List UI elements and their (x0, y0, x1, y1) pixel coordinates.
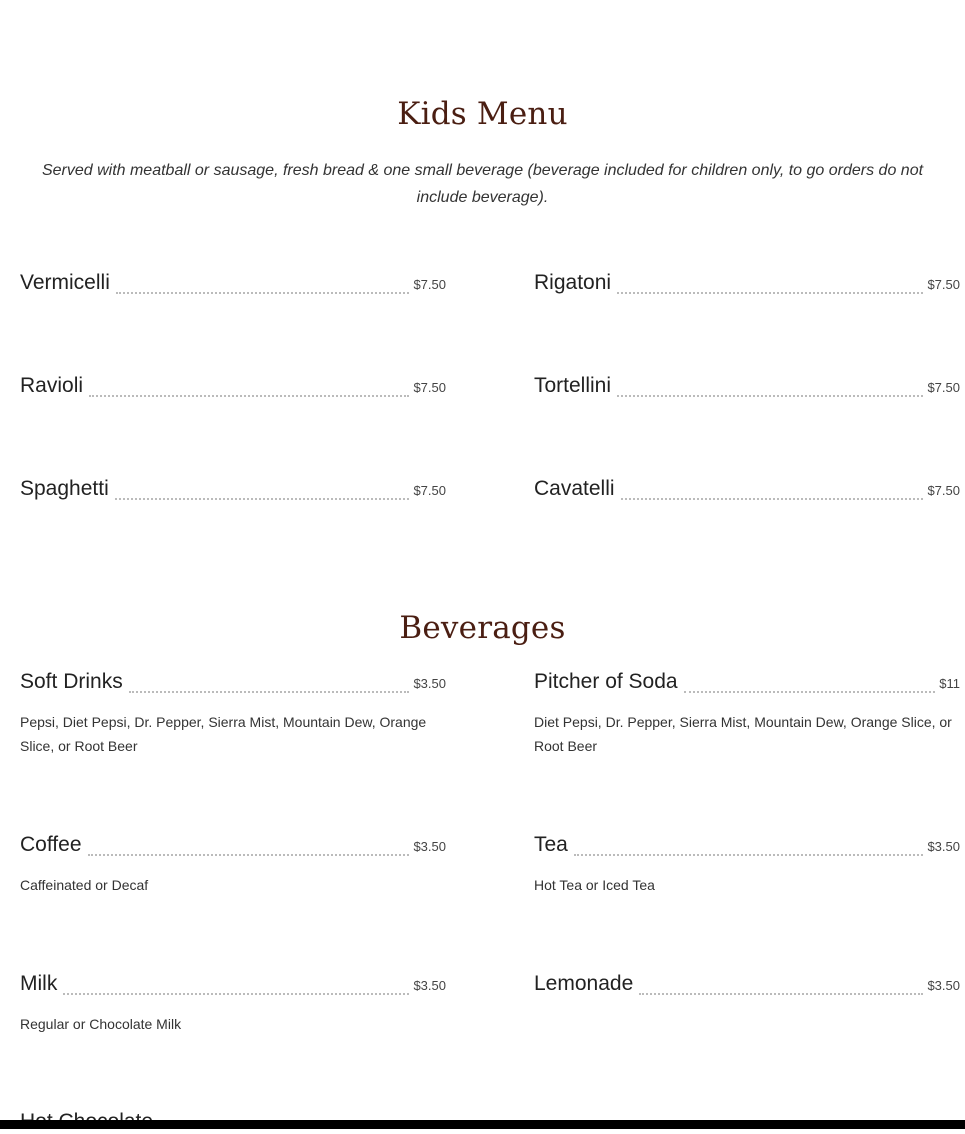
item-description: Pepsi, Diet Pepsi, Dr. Pepper, Sierra Mist, Mountain Dew, Orange Slice, or Root Beer (20, 714, 427, 754)
item-name: Spaghetti (20, 477, 109, 500)
menu-item-milk (20, 972, 446, 1036)
beverages-title: Beverages (399, 610, 566, 646)
item-name: Lemonade (534, 972, 634, 995)
menu-item-vermicelli (20, 271, 446, 301)
dot-leader (574, 854, 924, 856)
menu-item-lemonade (534, 972, 960, 1002)
item-name: Milk (20, 972, 58, 995)
kids-menu-title: Kids Menu (397, 96, 568, 132)
item-price: $3.50 (927, 839, 960, 854)
dot-leader (88, 854, 410, 856)
menu-item-rigatoni (534, 271, 960, 301)
item-price: $7.50 (927, 277, 960, 292)
menu-item-pitcher-of-soda (534, 670, 960, 758)
kids-menu-description: Served with meatball or sausage, fresh bread & one small beverage (beverage included for children only, to go orders do not include beverage). (41, 162, 924, 206)
item-price: $7.50 (927, 380, 960, 395)
item-price: $7.50 (413, 483, 446, 498)
dot-leader (63, 993, 409, 995)
menu-item-ravioli (20, 374, 446, 404)
bottom-bar (0, 1120, 965, 1129)
item-price: $3.50 (927, 978, 960, 993)
item-name: Ravioli (20, 374, 84, 397)
item-price: $11 (939, 676, 960, 691)
item-description: Hot Tea or Iced Tea (534, 877, 655, 893)
item-name: Coffee (20, 833, 82, 856)
dot-leader (116, 292, 410, 294)
item-price: $7.50 (413, 277, 446, 292)
item-name: Cavatelli (534, 477, 615, 500)
item-price: $3.50 (413, 676, 446, 691)
dot-leader (129, 691, 410, 693)
menu-item-cavatelli (534, 477, 960, 507)
item-price: $3.50 (413, 839, 446, 854)
item-description: Regular or Chocolate Milk (20, 1016, 182, 1032)
item-name: Vermicelli (20, 271, 110, 294)
dot-leader (115, 498, 410, 500)
menu-item-spaghetti (20, 477, 446, 507)
dot-leader (621, 498, 924, 500)
menu-item-coffee (20, 833, 446, 897)
item-price: $7.50 (413, 380, 446, 395)
item-name: Rigatoni (534, 271, 612, 294)
item-price: $7.50 (927, 483, 960, 498)
item-description: Caffeinated or Decaf (20, 877, 149, 893)
item-name: Pitcher of Soda (534, 670, 678, 693)
item-description: Diet Pepsi, Dr. Pepper, Sierra Mist, Mountain Dew, Orange Slice, or Root Beer (534, 714, 952, 754)
dot-leader (617, 292, 923, 294)
dot-leader (684, 691, 936, 693)
menu-item-tea (534, 833, 960, 897)
item-name: Tea (534, 833, 568, 856)
dot-leader (617, 395, 923, 397)
item-name: Tortellini (534, 374, 612, 397)
dot-leader (89, 395, 409, 397)
menu-item-tortellini (534, 374, 960, 404)
item-name: Soft Drinks (20, 670, 123, 693)
item-price: $3.50 (413, 978, 446, 993)
menu-item-soft-drinks (20, 670, 446, 758)
dot-leader (639, 993, 923, 995)
